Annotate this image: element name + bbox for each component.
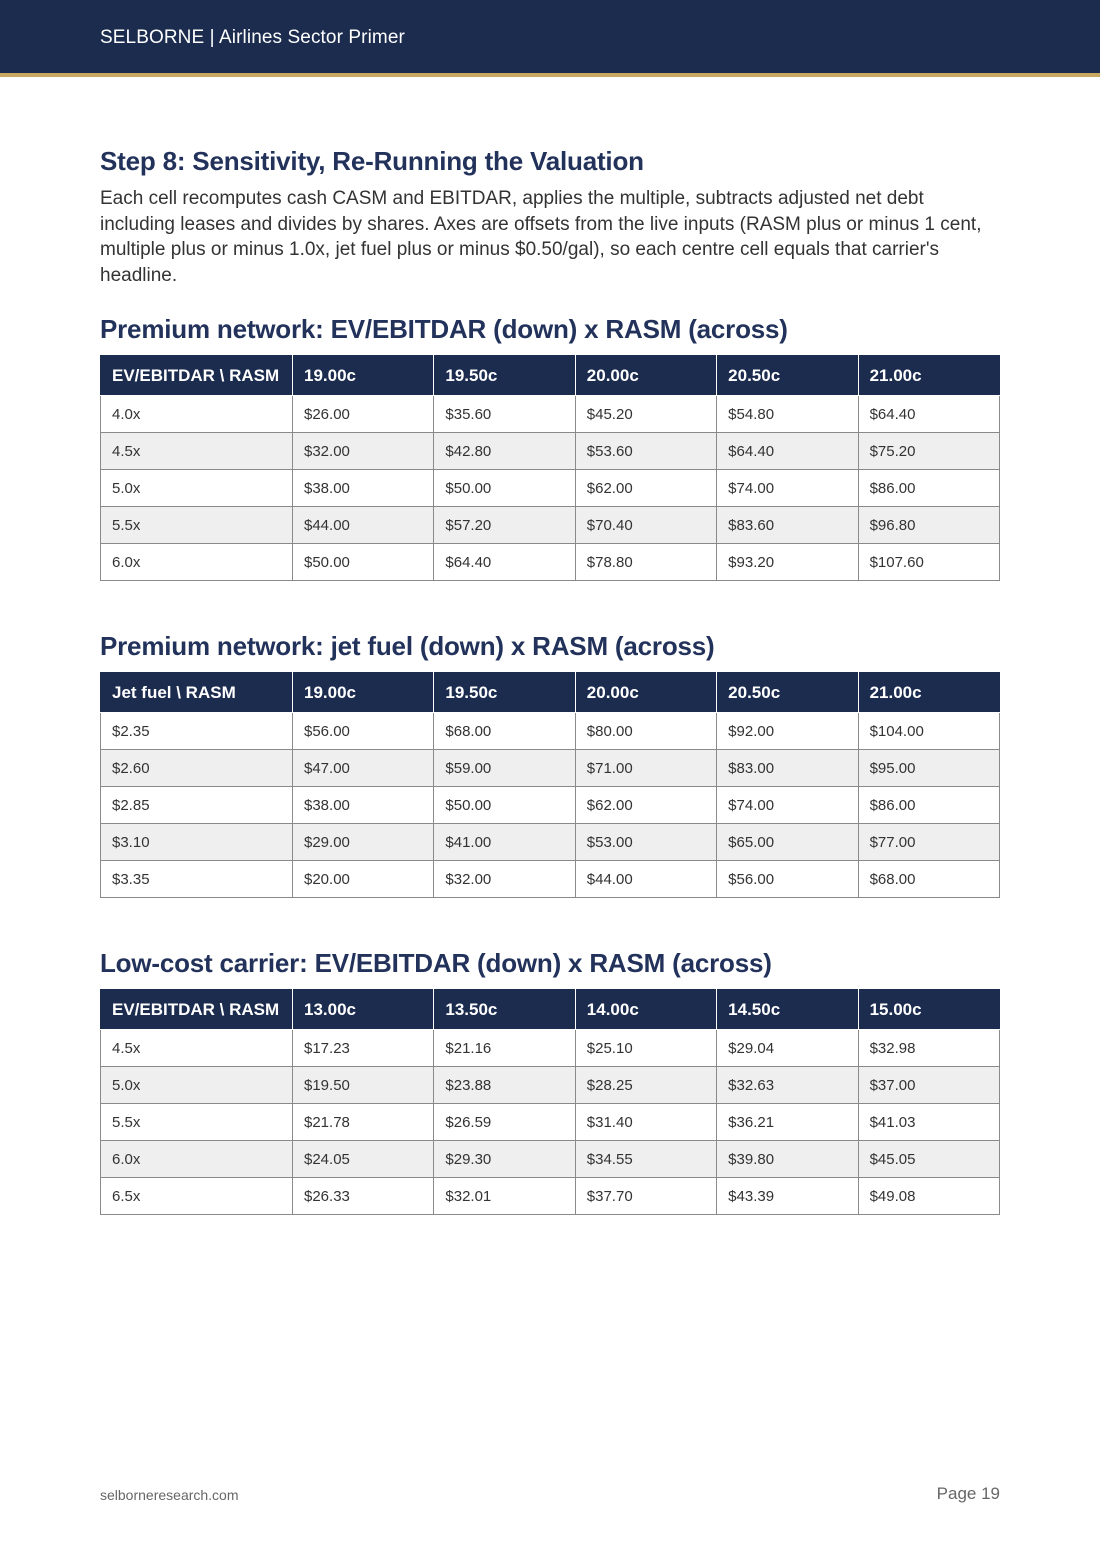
table-cell: $49.08 [858,1178,999,1215]
table-cell: $75.20 [858,433,999,470]
table-cell: $93.20 [717,544,858,581]
sensitivity-table-lowcost-ev-rasm [100,989,1000,1215]
table-row [101,1178,1000,1215]
table-row [101,544,1000,581]
table-cell: $20.00 [293,861,434,898]
table-row [101,1141,1000,1178]
table-cell: $17.23 [293,1030,434,1067]
table-row [101,1104,1000,1141]
table-cell: $53.60 [575,433,716,470]
table-cell: 5.0x [101,470,293,507]
table-cell: $32.98 [858,1030,999,1067]
header-cell: 20.00c [575,356,716,396]
table-cell: $74.00 [717,470,858,507]
table-header-row [101,356,1000,396]
table-cell: 5.5x [101,507,293,544]
header-cell: 14.50c [717,990,858,1030]
table-row [101,861,1000,898]
table-cell: $23.88 [434,1067,575,1104]
table-cell: $29.04 [717,1030,858,1067]
table-cell: $74.00 [717,787,858,824]
header-cell: 19.00c [293,673,434,713]
table-cell: $64.40 [858,396,999,433]
header-cell: 21.00c [858,356,999,396]
table-cell: $86.00 [858,787,999,824]
table-cell: 4.0x [101,396,293,433]
table-cell: $56.00 [293,713,434,750]
table-cell: 4.5x [101,433,293,470]
header-cell: 13.50c [434,990,575,1030]
table-cell: $57.20 [434,507,575,544]
table-cell: $26.59 [434,1104,575,1141]
intro-paragraph: Each cell recomputes cash CASM and EBITDAR, applies the multiple, subtracts adjusted net debt including leases and divides by shares. Axes are offsets from the live inputs (RASM plus or minus 1 cent, multiple plus or minus 1.0x, jet fuel plus or minus $0.50/gal), so each centre cell equals that carrier's headline. [100,188,982,286]
table-cell: $32.63 [717,1067,858,1104]
table-header-row [101,673,1000,713]
table-cell: $42.80 [434,433,575,470]
table-cell: $24.05 [293,1141,434,1178]
table-title: Premium network: jet fuel (down) x RASM (across) [100,631,715,662]
table-cell: $95.00 [858,750,999,787]
header-bar [0,0,1100,77]
table-row [101,507,1000,544]
sensitivity-table-premium-fuel-rasm [100,672,1000,898]
table-cell: $19.50 [293,1067,434,1104]
table-cell: $53.00 [575,824,716,861]
header-title: SELBORNE | Airlines Sector Primer [100,27,405,48]
table-cell: $77.00 [858,824,999,861]
table-cell: $32.00 [434,861,575,898]
table-cell: $43.39 [717,1178,858,1215]
table-cell: $21.16 [434,1030,575,1067]
table-cell: $83.00 [717,750,858,787]
table-cell: $78.80 [575,544,716,581]
table-cell: 6.0x [101,544,293,581]
table-cell: $45.20 [575,396,716,433]
table-cell: 5.0x [101,1067,293,1104]
header-cell: 19.50c [434,356,575,396]
header-cell: EV/EBITDAR \ RASM [101,356,293,396]
table-cell: $45.05 [858,1141,999,1178]
header-cell: 14.00c [575,990,716,1030]
table-cell: 4.5x [101,1030,293,1067]
header-cell: 20.50c [717,673,858,713]
table-cell: $2.60 [101,750,293,787]
page-content [100,146,1000,1215]
table-cell: $44.00 [293,507,434,544]
header-cell: 21.00c [858,673,999,713]
table-row [101,824,1000,861]
table-cell: $50.00 [293,544,434,581]
header-cell: EV/EBITDAR \ RASM [101,990,293,1030]
table-cell: $83.60 [717,507,858,544]
table-cell: $71.00 [575,750,716,787]
table-cell: $44.00 [575,861,716,898]
table-cell: $3.10 [101,824,293,861]
sensitivity-table-premium-ev-rasm [100,355,1000,581]
table-cell: $68.00 [858,861,999,898]
table-row [101,433,1000,470]
table-cell: $2.85 [101,787,293,824]
section-heading: Step 8: Sensitivity, Re-Running the Valuation [100,146,644,176]
table-cell: $32.00 [293,433,434,470]
table-cell: $56.00 [717,861,858,898]
table-row [101,787,1000,824]
table-cell: $50.00 [434,787,575,824]
table-cell: $36.21 [717,1104,858,1141]
table-cell: $50.00 [434,470,575,507]
table-cell: $37.00 [858,1067,999,1104]
table-row [101,713,1000,750]
table-cell: $107.60 [858,544,999,581]
table-cell: $39.80 [717,1141,858,1178]
table-cell: $62.00 [575,787,716,824]
table-cell: $104.00 [858,713,999,750]
header-cell: 20.00c [575,673,716,713]
table-cell: $59.00 [434,750,575,787]
table-cell: $41.03 [858,1104,999,1141]
table-cell: $62.00 [575,470,716,507]
table-cell: $34.55 [575,1141,716,1178]
header-cell: 13.00c [293,990,434,1030]
table-cell: $70.40 [575,507,716,544]
table-cell: $80.00 [575,713,716,750]
table-cell: $3.35 [101,861,293,898]
table-row [101,396,1000,433]
table-cell: $41.00 [434,824,575,861]
table-cell: 6.5x [101,1178,293,1215]
table-cell: $29.00 [293,824,434,861]
table-cell: $25.10 [575,1030,716,1067]
table-cell: $35.60 [434,396,575,433]
table-row [101,1067,1000,1104]
table-cell: $96.80 [858,507,999,544]
table-cell: $32.01 [434,1178,575,1215]
header-cell: 15.00c [858,990,999,1030]
table-cell: $38.00 [293,470,434,507]
table-cell: $65.00 [717,824,858,861]
table-cell: 6.0x [101,1141,293,1178]
header-cell: Jet fuel \ RASM [101,673,293,713]
table-cell: $29.30 [434,1141,575,1178]
table-cell: $21.78 [293,1104,434,1141]
table-cell: $47.00 [293,750,434,787]
table-row [101,750,1000,787]
table-cell: $38.00 [293,787,434,824]
table-cell: $28.25 [575,1067,716,1104]
footer-website: selborneresearch.com [100,1487,239,1503]
header-cell: 20.50c [717,356,858,396]
table-cell: $64.40 [434,544,575,581]
table-cell: $64.40 [717,433,858,470]
table-cell: $92.00 [717,713,858,750]
table-cell: $86.00 [858,470,999,507]
header-cell: 19.50c [434,673,575,713]
table-cell: $2.35 [101,713,293,750]
table-header-row [101,990,1000,1030]
header-cell: 19.00c [293,356,434,396]
table-title: Premium network: EV/EBITDAR (down) x RASM (across) [100,314,788,345]
table-cell: $54.80 [717,396,858,433]
table-row [101,1030,1000,1067]
page-number: Page 19 [936,1484,1000,1503]
table-cell: $26.33 [293,1178,434,1215]
table-cell: $68.00 [434,713,575,750]
table-cell: $31.40 [575,1104,716,1141]
table-row [101,470,1000,507]
table-cell: $37.70 [575,1178,716,1215]
table-title: Low-cost carrier: EV/EBITDAR (down) x RASM (across) [100,948,772,979]
table-cell: $26.00 [293,396,434,433]
table-cell: 5.5x [101,1104,293,1141]
